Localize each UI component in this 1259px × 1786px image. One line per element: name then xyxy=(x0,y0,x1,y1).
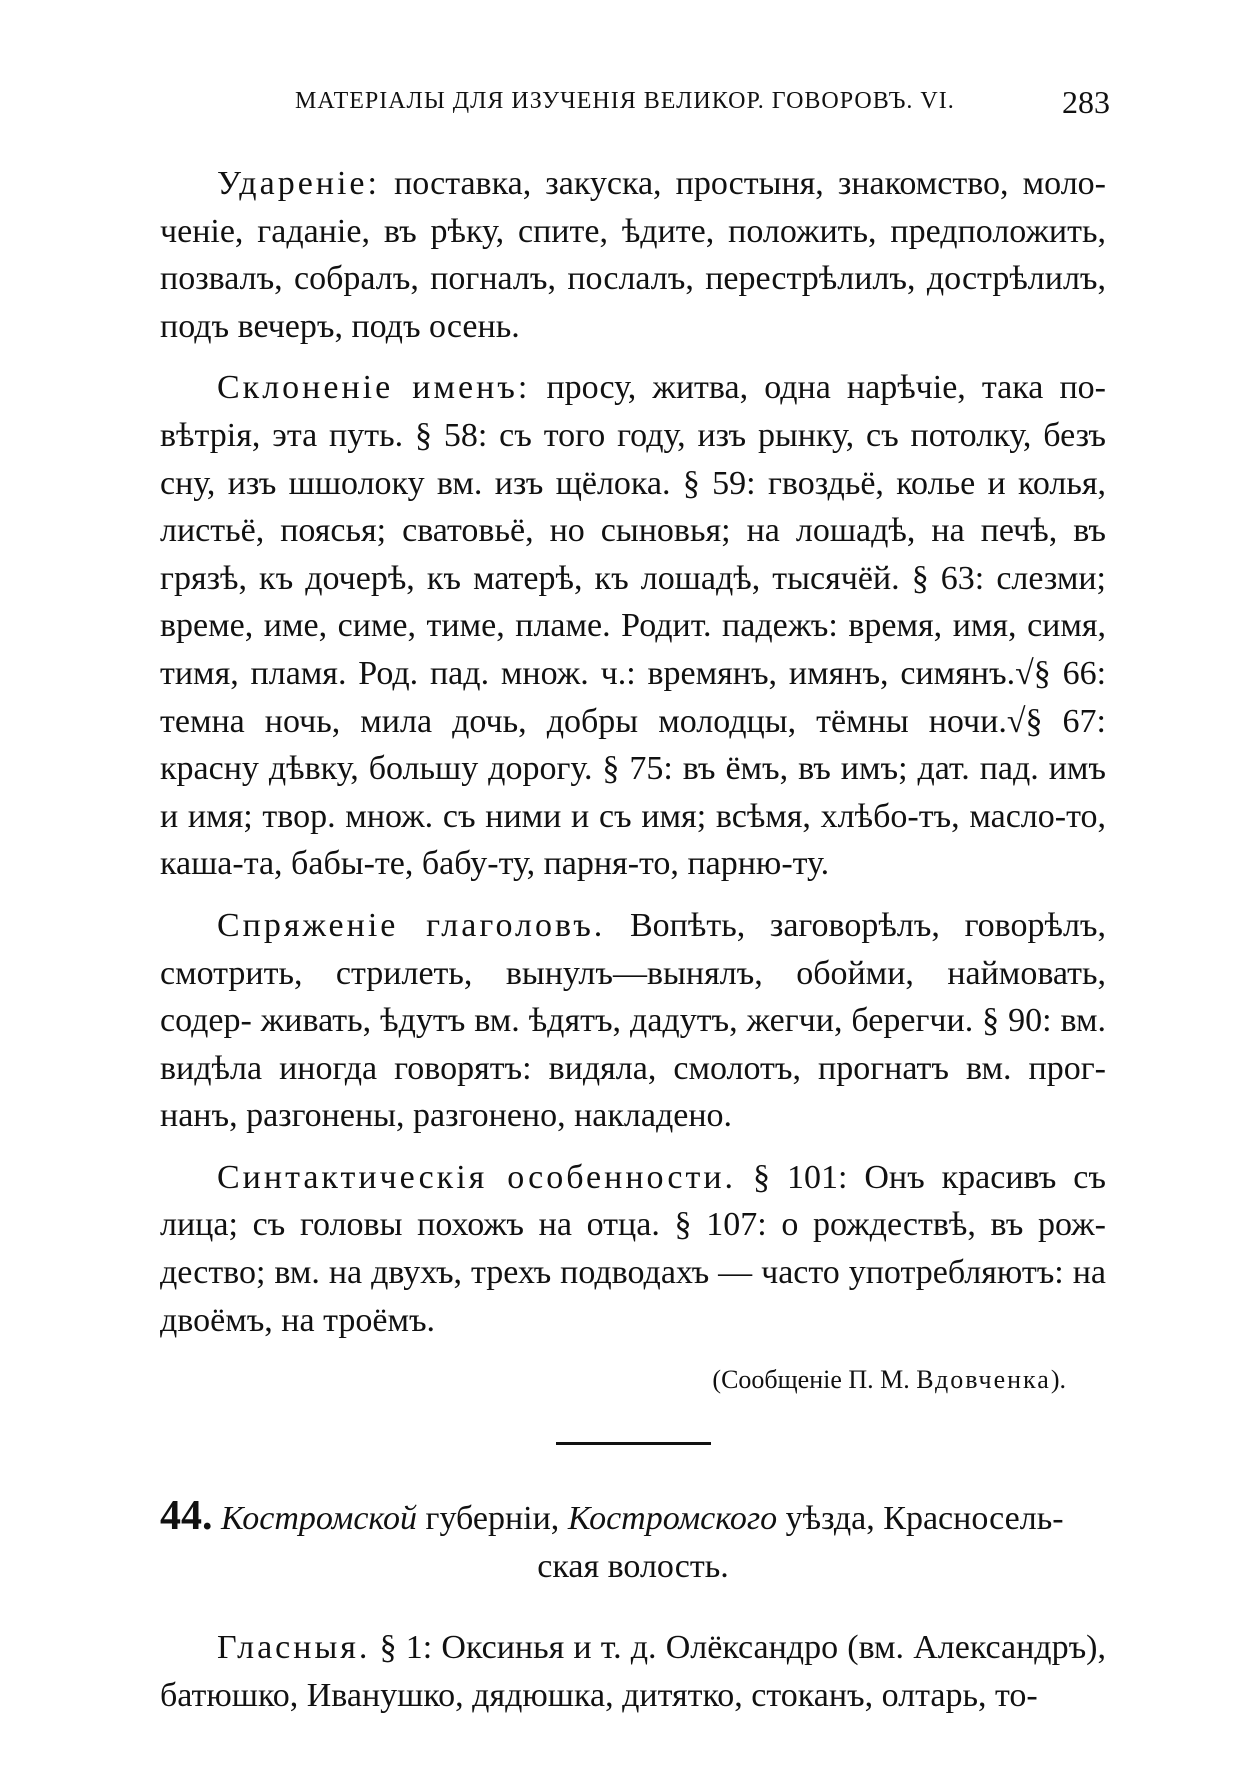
text-line: всѣмя, хлѣбо-тъ, масло-то, каша-та, бабы-те, бабу-ту, парня-то, xyxy=(160,797,1107,883)
text-line: позвалъ, собралъ, погналъ, послалъ, перестрѣлилъ, дострѣлилъ, xyxy=(160,260,1106,298)
text-line: колья, листьё, поясья; сватовьё, но сыновья; на лошадѣ, на xyxy=(160,464,1107,550)
text-line: тёмны ночи.√§ 67: красну дѣвку, большу дорогу. § 75: въ ёмъ, xyxy=(160,702,1106,788)
paragraph-label: Склоненіе именъ: xyxy=(217,369,531,407)
source-prefix: (Сообщеніе П. М. xyxy=(712,1365,910,1395)
paragraph-label: Синтактическія особенности. xyxy=(217,1158,737,1196)
text-line: въ имъ; дат. пад. имъ и имя; твор. множ. съ ними и съ имя; xyxy=(160,750,1107,835)
paragraph-label: Гласныя. xyxy=(217,1629,371,1667)
paragraph-declension xyxy=(160,364,1106,888)
source-attribution xyxy=(160,1362,1106,1398)
text-line: нанъ, разгонены, разгонено, накладено. xyxy=(160,1097,733,1135)
text-line: батюшко, Иванушко, дядюшка, дитятко, стоканъ, олтарь, то- xyxy=(160,1677,1038,1715)
paragraph-conjugation xyxy=(160,902,1106,1140)
text-line: время, имя, симя, тимя, пламя. Род. пад. множ. ч.: времянъ, xyxy=(160,607,1107,692)
text-line: лица; съ головы похожъ на отца. § 107: о рождествѣ, въ рож- xyxy=(160,1206,1106,1244)
text-line: поставка, закуска, простыня, знакомство, моло- xyxy=(394,165,1106,202)
text-line: подъ вечеръ, подъ осень. xyxy=(160,307,520,345)
paragraph-label: Спряженіе глаголовъ. xyxy=(217,906,606,944)
text-line: вѣтрія, эта путь. § 58: съ того году, изъ рынку, съ потолку, xyxy=(160,416,1032,454)
text-line: парню-ту. xyxy=(687,845,830,883)
text-line: смотрить, стрилеть, вынулъ—вынялъ, обойми, наймовать, содер- xyxy=(160,954,1106,1040)
section-gubernia: Костромской xyxy=(221,1500,418,1538)
text-line: § 1: Оксинья и т. д. Олёксандро (вм. Александръ), xyxy=(379,1629,1106,1667)
paragraph-accent xyxy=(160,160,1106,350)
section-gubernia-word: губерніи, xyxy=(417,1500,568,1538)
section-uezd-word: уѣзда, Красносель- xyxy=(777,1500,1064,1538)
source-author: Вдовченка xyxy=(916,1365,1051,1395)
running-head: МАТЕРІАЛЫ ДЛЯ ИЗУЧЕНІЯ ВЕЛИКОР. ГОВОРОВЪ. VI. xyxy=(295,88,955,114)
page-header xyxy=(160,84,1110,128)
source-suffix: ). xyxy=(1050,1365,1066,1395)
text-line: живать, ѣдутъ вм. ѣдятъ, дадутъ, жегчи, берегчи. § 90: вм. xyxy=(260,1002,1107,1040)
text-line: § 101: Онъ красивъ съ xyxy=(752,1158,1106,1196)
text-line: безъ сну, изъ шшолоку вм. изъ щёлока. § 59: гвоздьё, колье и xyxy=(160,416,1107,502)
body-text xyxy=(160,160,1106,1720)
text-line: Вопѣть, заговорѣлъ, говорѣлъ, xyxy=(630,906,1107,944)
section-heading xyxy=(160,1493,1106,1543)
section-number: 44. xyxy=(160,1493,213,1540)
paragraph-label: Удареніе: xyxy=(217,165,380,202)
text-line: печѣ, въ грязѣ, къ дочерѣ, къ матерѣ, къ лошадѣ, тысячёй. xyxy=(160,512,1106,597)
section-divider xyxy=(556,1442,711,1445)
text-line: дество; вм. на двухъ, трехъ подводахъ — часто употребляютъ: xyxy=(160,1254,1064,1292)
text-line: § 63: слезми; време, име, симе, тиме, пламе. Родит. падежъ: xyxy=(160,559,1106,645)
paragraph-vowels xyxy=(160,1624,1106,1719)
section-heading-line2: ская волость. xyxy=(537,1547,729,1585)
section-uezd: Костромского xyxy=(567,1500,778,1538)
text-line: видѣла иногда говорятъ: видяла, смолотъ, прогнатъ вм. прог- xyxy=(160,1049,1106,1087)
text-line: на двоёмъ, на троёмъ. xyxy=(160,1254,1106,1339)
paragraph-syntax xyxy=(160,1154,1106,1344)
page-number: 283 xyxy=(1062,84,1110,120)
text-line: просу, житва, одна нарѣчіе, така по- xyxy=(546,369,1106,407)
text-line: имянъ, симянъ.√§ 66: темна ночь, мила дочь, добры молодцы, xyxy=(160,654,1107,740)
text-line: ченіе, гаданіе, въ рѣку, спите, ѣдите, положить, предположить, xyxy=(160,212,1106,250)
